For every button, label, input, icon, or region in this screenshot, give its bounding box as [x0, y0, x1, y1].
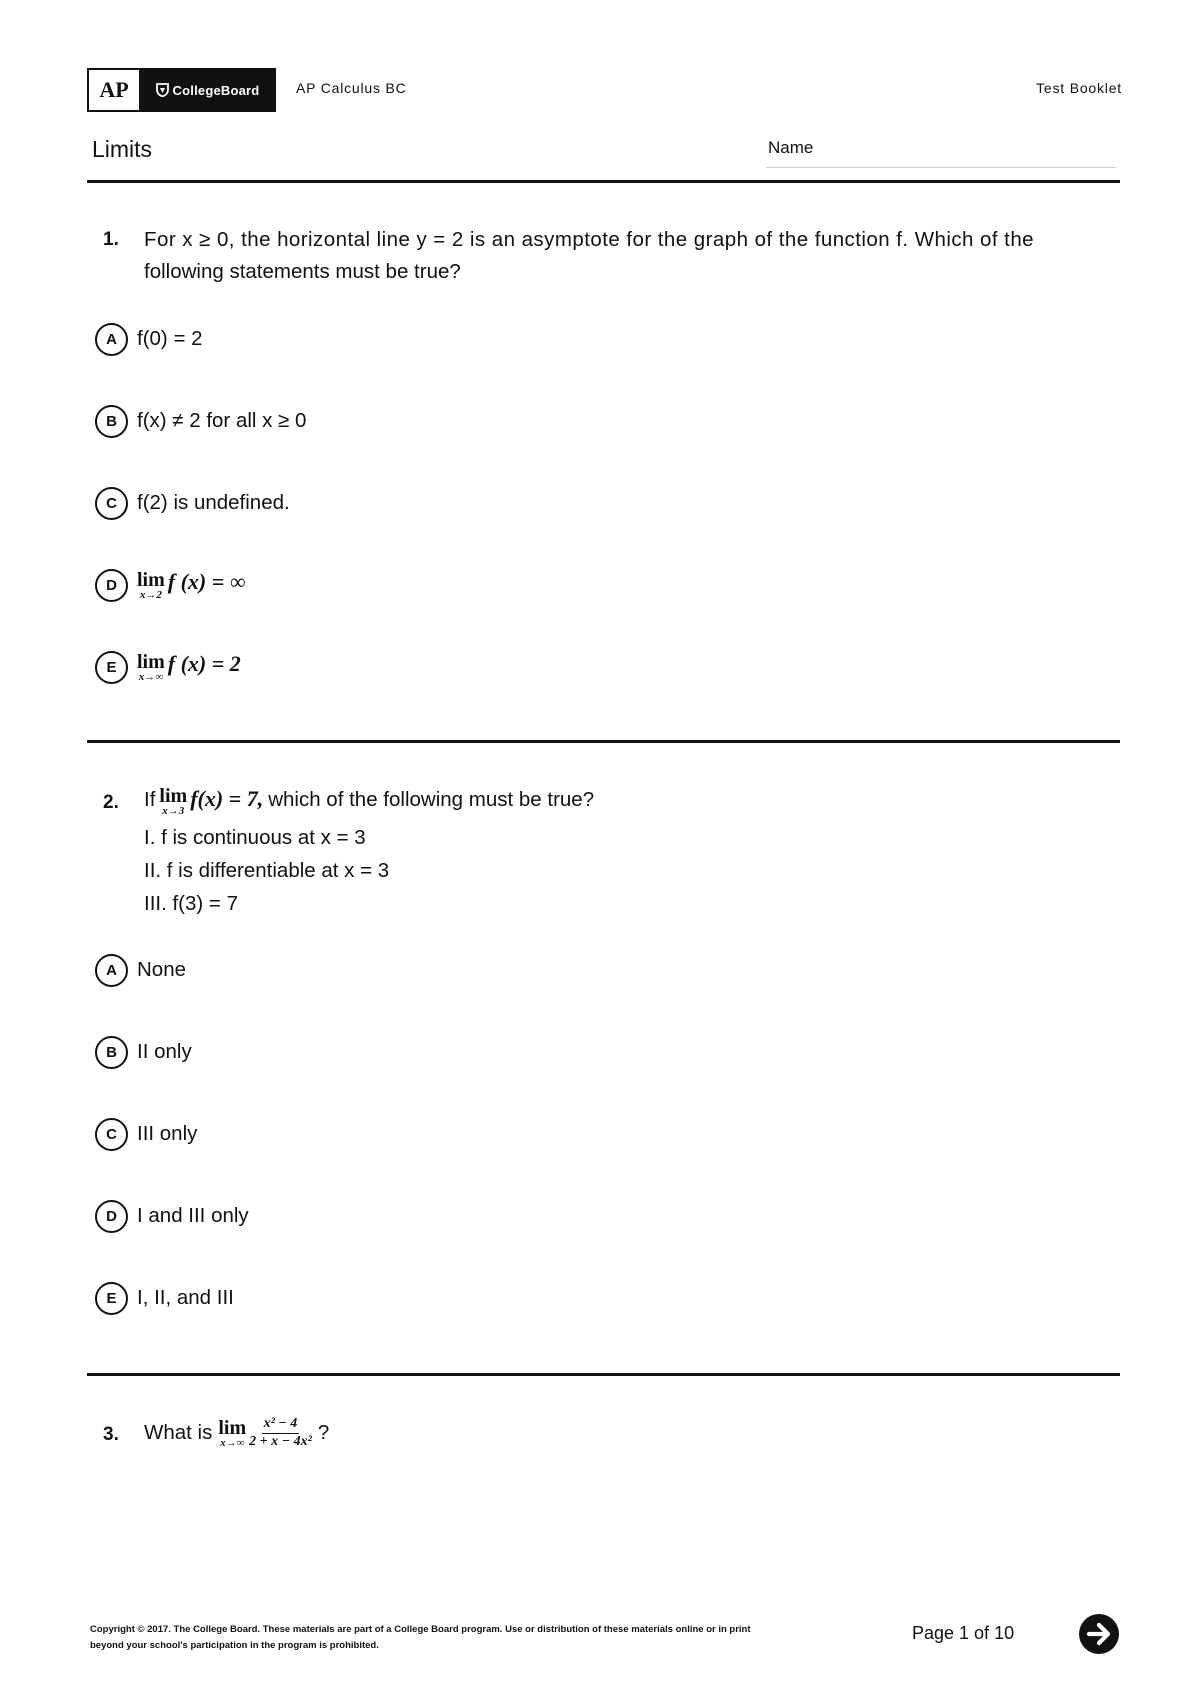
shield-icon — [156, 83, 169, 97]
choice-bubble[interactable]: D — [95, 1200, 128, 1233]
stem-prefix: What is — [144, 1421, 213, 1445]
choice-bubble[interactable]: A — [95, 323, 128, 356]
lim-operator: lim — [218, 1416, 247, 1439]
copyright-line: beyond your school's participation in the program is prohibited. — [90, 1640, 379, 1651]
header-divider — [87, 180, 1120, 183]
choice-bubble[interactable]: C — [95, 487, 128, 520]
choice-text: f(x) ≠ 2 for all x ≥ 0 — [137, 409, 307, 432]
statement: III. f(3) = 7 — [144, 892, 238, 915]
answer-choice[interactable] — [95, 484, 290, 522]
answer-choice[interactable] — [95, 648, 241, 686]
answer-choice[interactable] — [95, 1279, 234, 1317]
question-stem-line — [144, 783, 594, 817]
name-label: Name — [768, 138, 814, 157]
fraction-denominator: 2 + x − 4x² — [249, 1433, 312, 1449]
answer-choice[interactable] — [95, 320, 203, 358]
question-divider — [87, 740, 1120, 743]
answer-choice[interactable] — [95, 951, 186, 989]
choice-text: f(2) is undefined. — [137, 491, 290, 514]
limit-body: f(x) = 7, — [190, 786, 264, 811]
statement: I. f is continuous at x = 3 — [144, 826, 366, 849]
page-indicator: Page 1 of 10 — [912, 1623, 1015, 1643]
copyright-line: Copyright © 2017. The College Board. These materials are part of a College Board program. Use or distribution of these materials online or in print — [90, 1624, 751, 1635]
stem-suffix: which of the following must be true? — [268, 787, 595, 811]
limit-expression — [159, 783, 263, 817]
choice-text: f(0) = 2 — [137, 327, 203, 350]
lim-subscript: x→∞ — [220, 1436, 245, 1449]
choice-bubble[interactable]: B — [95, 1036, 128, 1069]
collegeboard-wordmark: CollegeBoard — [172, 82, 260, 98]
question-number: 2. — [103, 792, 119, 813]
lim-subscript: x→3 — [162, 804, 185, 817]
ap-collegeboard-logo — [87, 68, 276, 112]
copyright-notice — [90, 1622, 810, 1654]
lim-subscript: x→∞ — [138, 670, 164, 683]
lim-operator: lim — [137, 568, 165, 591]
choice-text: None — [137, 958, 187, 981]
choice-text: II only — [137, 1040, 192, 1063]
lim-operator: lim — [159, 784, 188, 807]
question-number: 3. — [103, 1424, 119, 1445]
answer-choice[interactable] — [95, 1197, 249, 1235]
limit-expression — [137, 651, 241, 683]
answer-choice[interactable] — [95, 566, 245, 604]
course-name: AP Calculus BC — [296, 80, 407, 96]
choice-bubble[interactable]: E — [95, 651, 128, 684]
collegeboard-logo — [141, 70, 274, 110]
choice-text: III only — [137, 1122, 198, 1145]
statement: II. f is differentiable at x = 3 — [144, 859, 390, 882]
question-stem-line: following statements must be true? — [144, 260, 461, 283]
answer-choice[interactable] — [95, 1033, 192, 1071]
choice-bubble[interactable]: D — [95, 569, 128, 602]
lim-operator: lim — [137, 650, 165, 673]
page-title: Limits — [92, 136, 153, 162]
booklet-label: Test Booklet — [1036, 80, 1122, 96]
choice-bubble[interactable]: A — [95, 954, 128, 987]
choice-bubble[interactable]: C — [95, 1118, 128, 1151]
lim-subscript: x→2 — [139, 588, 162, 601]
limit-body: f (x) = ∞ — [167, 569, 246, 595]
question-stem-line — [144, 1417, 329, 1449]
question-number: 1. — [103, 229, 119, 250]
ap-logo-mark: AP — [89, 70, 141, 110]
choice-text: I, II, and III — [137, 1286, 234, 1309]
choice-text: I and III only — [137, 1204, 249, 1227]
answer-choice[interactable] — [95, 402, 306, 440]
choice-bubble[interactable]: E — [95, 1282, 128, 1315]
fraction-numerator: x² − 4 — [262, 1417, 300, 1434]
question-divider — [87, 1373, 1120, 1376]
next-page-arrow-icon[interactable] — [1078, 1613, 1120, 1655]
name-field[interactable] — [766, 167, 1116, 168]
limit-expression — [137, 569, 245, 601]
choice-bubble[interactable]: B — [95, 405, 128, 438]
stem-prefix: If — [144, 787, 156, 811]
question-stem-line: For x ≥ 0, the horizontal line y = 2 is an asymptote for the graph of the function f. Which of the — [144, 228, 1035, 251]
limit-body: f (x) = 2 — [167, 651, 241, 677]
stem-suffix: ? — [317, 1421, 330, 1445]
answer-choice[interactable] — [95, 1115, 197, 1153]
limit-expression — [218, 1417, 311, 1449]
